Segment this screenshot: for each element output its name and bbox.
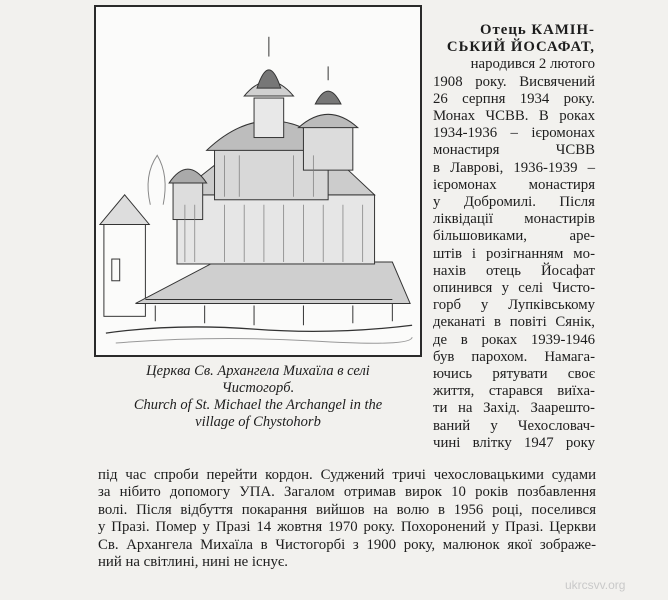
- wooden-church-illustration: [96, 7, 420, 355]
- bio-line: більшовиками, аре-: [433, 228, 595, 245]
- caption-ukr-line: Чистогорб.: [221, 380, 295, 396]
- bio-line: ваний у Чехословач-: [433, 417, 595, 434]
- bio-line: нахів отець Йосафат: [433, 262, 595, 279]
- bio-full-line: Св. Архангела Михаїла в Чистогорбі з 1900 року, малюнок якої зображе-: [98, 536, 596, 553]
- bio-line: де в роках 1939-1946: [433, 331, 595, 348]
- bio-line: життя, старався виїха-: [433, 383, 595, 400]
- bio-line: горб у Лупківському: [433, 297, 595, 314]
- bio-full-line: ний на світлині, нині не існує.: [98, 554, 288, 571]
- bio-line: СЬКИЙ ЙОСАФАТ,: [446, 39, 595, 56]
- bio-line: 26 серпня 1934 року.: [433, 90, 595, 107]
- caption-eng-line: Church of St. Michael the Archangel in the: [133, 397, 383, 413]
- bio-line: чині влітку 1947 року: [433, 434, 595, 451]
- bio-line: опинився у селі Чисто-: [433, 280, 595, 297]
- bio-full-line: за нібито допомогу УПА. Загалом отримав вирок 10 років позбавлення: [98, 484, 596, 501]
- bio-full-line: волі. Після відбуття покарання вийшов на волю в 1956 році, поселився: [98, 501, 596, 518]
- bio-line: в Лаврові, 1936-1939 –: [433, 159, 595, 176]
- bio-line: ліквідації монастирів: [433, 211, 595, 228]
- bio-line: у Добромилі. Після: [433, 194, 595, 211]
- bio-line: ючись рятувати своє: [433, 366, 595, 383]
- biography-column: [433, 22, 595, 452]
- bio-line: ієромонах монастиря: [433, 176, 595, 193]
- bio-line: народився 2 лютого: [470, 56, 595, 73]
- bio-line: деканаті в повіті Сянік,: [433, 314, 595, 331]
- church-drawing: [94, 5, 422, 357]
- photo-caption: [100, 363, 416, 431]
- bio-line: 1908 року. Висвячений: [433, 73, 595, 90]
- watermark-text: ukrcsvv.org: [565, 578, 626, 592]
- bio-line: 1934-1936 – ієромонах: [433, 125, 595, 142]
- biography-continuation: [98, 467, 596, 571]
- bio-line: Монах ЧСВВ. В роках: [433, 108, 595, 125]
- caption-ukr-line: Церква Св. Архангела Михаїла в селі: [146, 363, 370, 379]
- bio-line: монастиря ЧСВВ: [433, 142, 595, 159]
- bio-full-line: у Празі. Помер у Празі 14 жовтня 1970 року. Похоронений у Празі. Церкви: [98, 519, 596, 536]
- bio-line: Отець КАМІН-: [480, 22, 595, 38]
- bio-full-line: під час спроби перейти кордон. Суджений тричі чехословацькими судами: [98, 467, 596, 483]
- bio-line: ти на Захід. Заарешто-: [433, 400, 595, 417]
- bio-line: штів і розігнанням мо-: [433, 245, 595, 262]
- bio-line: був парохом. Намага-: [433, 348, 595, 365]
- caption-eng-line: village of Chystohorb: [195, 414, 321, 430]
